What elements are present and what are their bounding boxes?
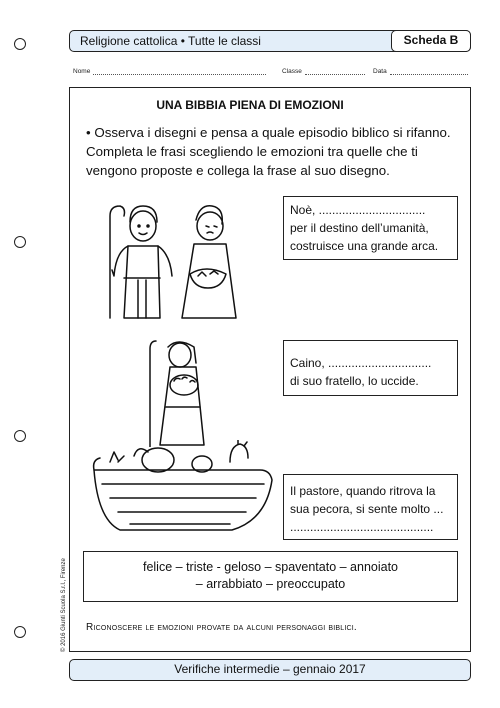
learning-objective: Riconoscere le emozioni provate da alcuni personaggi biblici. — [86, 622, 357, 633]
sentence-line[interactable]: ........................................... — [290, 520, 434, 534]
noah-ark-drawing — [90, 440, 275, 540]
data-field[interactable] — [390, 68, 468, 75]
header-title: Religione cattolica • Tutte le classi — [80, 34, 261, 48]
data-label: Data — [373, 68, 387, 75]
scheda-label: Scheda B — [391, 30, 471, 52]
emotions-line: felice – triste - geloso – spaventato – annoiato — [142, 560, 399, 574]
data-row — [373, 68, 468, 75]
exercise-title: UNA BIBBIA PIENA DI EMOZIONI — [156, 98, 344, 112]
emotions-line: – arrabbiato – preoccupato — [195, 577, 346, 591]
emotions-word-bank — [83, 551, 458, 602]
shepherd-and-cain-drawing — [98, 200, 248, 330]
footer-text: Verifiche intermedie – gennaio 2017 — [174, 662, 366, 676]
nome-row — [73, 68, 266, 75]
copyright-notice: © 2016 Giunti Scuola S.r.l., Firenze — [61, 558, 67, 652]
shepherd-with-lamb-drawing — [148, 337, 218, 447]
sentence-line[interactable]: sua pecora, si sente molto ... — [290, 502, 444, 516]
classe-label: Classe — [282, 68, 302, 75]
punch-hole — [14, 430, 26, 442]
header-bar — [69, 30, 471, 52]
sentence-line: Il pastore, quando ritrova la — [290, 484, 436, 498]
sentence-box-cain — [283, 340, 458, 396]
nome-label: Nome — [73, 68, 91, 75]
instructions-text: • Osserva i disegni e pensa a quale episodio biblico si rifanno. Completa le frasi scegliendo le emozioni tra quelle che ti vengono proposte e collega la frase al suo disegno. — [86, 125, 451, 178]
sentence-line: costruisce una grande arca. — [290, 239, 439, 253]
sentence-line[interactable]: Noè, ................................ — [290, 203, 426, 217]
punch-hole — [14, 38, 26, 50]
classe-field[interactable] — [305, 68, 365, 75]
sentence-line[interactable]: Caino, ............................... — [290, 356, 432, 370]
punch-hole — [14, 626, 26, 638]
footer-bar — [69, 659, 471, 681]
classe-row — [282, 68, 365, 75]
punch-hole — [14, 236, 26, 248]
sentence-box-shepherd — [283, 474, 458, 540]
sentence-line: per il destino dell’umanità, — [290, 221, 429, 235]
sentence-line: di suo fratello, lo uccide. — [290, 374, 419, 388]
sentence-box-noah — [283, 196, 458, 260]
nome-field[interactable] — [93, 68, 266, 75]
